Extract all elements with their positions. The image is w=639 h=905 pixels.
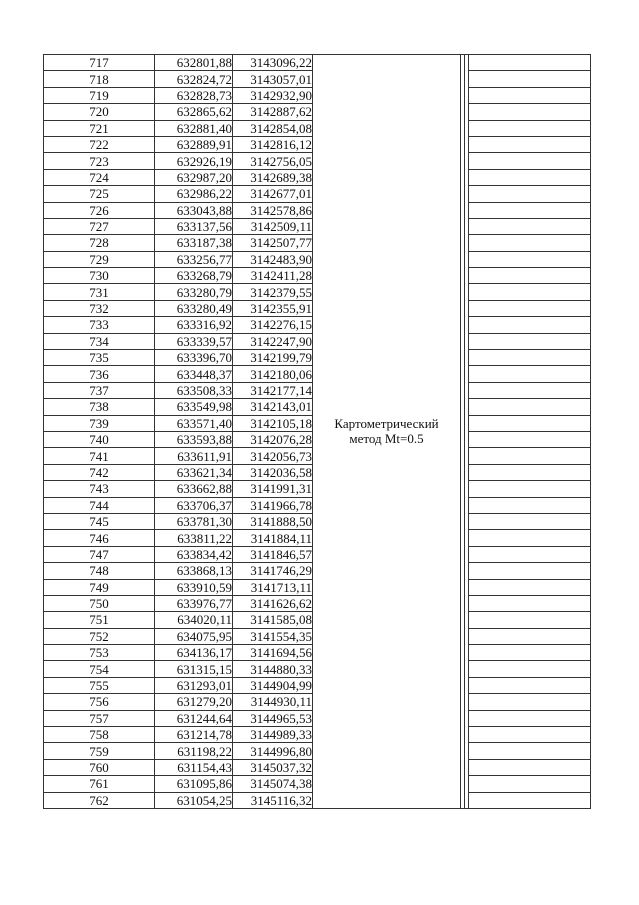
x-coordinate-cell: 633339,57 [155,333,233,349]
y-coordinate-cell: 3142887,62 [233,104,313,120]
y-coordinate-cell: 3141884,11 [233,530,313,546]
empty-cell [469,546,591,562]
point-number-cell: 749 [44,579,155,595]
x-coordinate-cell: 631293,01 [155,677,233,693]
y-coordinate-cell: 3142036,58 [233,464,313,480]
point-number-cell: 743 [44,481,155,497]
empty-cell [469,399,591,415]
table-row [44,55,591,71]
empty-cell [469,350,591,366]
empty-cell [469,333,591,349]
empty-cell [469,87,591,103]
point-number-cell: 717 [44,55,155,71]
y-coordinate-cell: 3145037,32 [233,759,313,775]
y-coordinate-cell: 3142932,90 [233,87,313,103]
x-coordinate-cell: 633811,22 [155,530,233,546]
empty-cell [469,136,591,152]
point-number-cell: 741 [44,448,155,464]
y-coordinate-cell: 3143096,22 [233,55,313,71]
empty-cell [469,284,591,300]
empty-cell [469,645,591,661]
x-coordinate-cell: 633662,88 [155,481,233,497]
empty-cell [469,513,591,529]
empty-cell [469,235,591,251]
y-coordinate-cell: 3142247,90 [233,333,313,349]
empty-cell [469,710,591,726]
y-coordinate-cell: 3142507,77 [233,235,313,251]
y-coordinate-cell: 3142816,12 [233,136,313,152]
table-body [44,55,591,809]
point-number-cell: 737 [44,382,155,398]
x-coordinate-cell: 633706,37 [155,497,233,513]
x-coordinate-cell: 633868,13 [155,563,233,579]
x-coordinate-cell: 633611,91 [155,448,233,464]
point-number-cell: 723 [44,153,155,169]
y-coordinate-cell: 3141694,56 [233,645,313,661]
point-number-cell: 735 [44,350,155,366]
x-coordinate-cell: 633256,77 [155,251,233,267]
x-coordinate-cell: 631154,43 [155,759,233,775]
y-coordinate-cell: 3143057,01 [233,71,313,87]
empty-cell [469,300,591,316]
y-coordinate-cell: 3141585,08 [233,612,313,628]
x-coordinate-cell: 633621,34 [155,464,233,480]
y-coordinate-cell: 3145116,32 [233,792,313,808]
empty-cell [469,120,591,136]
y-coordinate-cell: 3142677,01 [233,186,313,202]
empty-cell [469,563,591,579]
empty-cell [469,464,591,480]
y-coordinate-cell: 3142689,38 [233,169,313,185]
point-number-cell: 756 [44,694,155,710]
point-number-cell: 758 [44,727,155,743]
method-line-1: Картометрический [334,416,439,432]
empty-cell [469,268,591,284]
x-coordinate-cell: 632881,40 [155,120,233,136]
empty-cell [469,169,591,185]
point-number-cell: 761 [44,776,155,792]
empty-cell [469,743,591,759]
empty-cell [469,661,591,677]
y-coordinate-cell: 3142379,55 [233,284,313,300]
empty-cell [469,366,591,382]
empty-cell [469,694,591,710]
empty-cell [469,759,591,775]
point-number-cell: 757 [44,710,155,726]
x-coordinate-cell: 633280,49 [155,300,233,316]
x-coordinate-cell: 632828,73 [155,87,233,103]
point-number-cell: 718 [44,71,155,87]
y-coordinate-cell: 3141991,31 [233,481,313,497]
empty-cell [469,104,591,120]
empty-cell [469,579,591,595]
empty-cell [469,251,591,267]
empty-cell [469,530,591,546]
point-number-cell: 727 [44,218,155,234]
x-coordinate-cell: 633268,79 [155,268,233,284]
point-number-cell: 728 [44,235,155,251]
x-coordinate-cell: 633396,70 [155,350,233,366]
method-line-2: метод Mt=0.5 [349,431,424,447]
x-coordinate-cell: 632889,91 [155,136,233,152]
y-coordinate-cell: 3142411,28 [233,268,313,284]
y-coordinate-cell: 3141554,35 [233,628,313,644]
x-coordinate-cell: 633448,37 [155,366,233,382]
point-number-cell: 740 [44,431,155,447]
y-coordinate-cell: 3144904,99 [233,677,313,693]
y-coordinate-cell: 3141746,29 [233,563,313,579]
point-number-cell: 722 [44,136,155,152]
point-number-cell: 738 [44,399,155,415]
x-coordinate-cell: 632987,20 [155,169,233,185]
point-number-cell: 762 [44,792,155,808]
y-coordinate-cell: 3141846,57 [233,546,313,562]
x-coordinate-cell: 632824,72 [155,71,233,87]
point-number-cell: 754 [44,661,155,677]
y-coordinate-cell: 3142143,01 [233,399,313,415]
y-coordinate-cell: 3142180,06 [233,366,313,382]
y-coordinate-cell: 3142578,86 [233,202,313,218]
x-coordinate-cell: 631279,20 [155,694,233,710]
x-coordinate-cell: 633593,88 [155,431,233,447]
y-coordinate-cell: 3142355,91 [233,300,313,316]
empty-cell [469,448,591,464]
y-coordinate-cell: 3141626,62 [233,595,313,611]
point-number-cell: 736 [44,366,155,382]
empty-cell [469,153,591,169]
x-coordinate-cell: 631214,78 [155,727,233,743]
point-number-cell: 746 [44,530,155,546]
y-coordinate-cell: 3142056,73 [233,448,313,464]
point-number-cell: 748 [44,563,155,579]
empty-cell [469,431,591,447]
empty-cell [469,497,591,513]
point-number-cell: 753 [44,645,155,661]
y-coordinate-cell: 3144930,11 [233,694,313,710]
x-coordinate-cell: 633316,92 [155,317,233,333]
empty-cell [469,202,591,218]
x-coordinate-cell: 633043,88 [155,202,233,218]
point-number-cell: 731 [44,284,155,300]
point-number-cell: 725 [44,186,155,202]
point-number-cell: 759 [44,743,155,759]
x-coordinate-cell: 631095,86 [155,776,233,792]
empty-cell [469,628,591,644]
y-coordinate-cell: 3142854,08 [233,120,313,136]
y-coordinate-cell: 3144996,80 [233,743,313,759]
empty-cell [469,612,591,628]
empty-cell [469,382,591,398]
point-number-cell: 726 [44,202,155,218]
point-number-cell: 751 [44,612,155,628]
x-coordinate-cell: 633549,98 [155,399,233,415]
point-number-cell: 750 [44,595,155,611]
y-coordinate-cell: 3142105,18 [233,415,313,431]
x-coordinate-cell: 632801,88 [155,55,233,71]
point-number-cell: 733 [44,317,155,333]
coordinates-table [43,54,591,809]
x-coordinate-cell: 634020,11 [155,612,233,628]
x-coordinate-cell: 631198,22 [155,743,233,759]
x-coordinate-cell: 634075,95 [155,628,233,644]
point-number-cell: 734 [44,333,155,349]
y-coordinate-cell: 3142177,14 [233,382,313,398]
method-cell [313,55,461,809]
empty-cell [469,55,591,71]
x-coordinate-cell: 631054,25 [155,792,233,808]
point-number-cell: 724 [44,169,155,185]
empty-cell [469,186,591,202]
x-coordinate-cell: 634136,17 [155,645,233,661]
y-coordinate-cell: 3142076,28 [233,431,313,447]
point-number-cell: 732 [44,300,155,316]
point-number-cell: 747 [44,546,155,562]
point-number-cell: 721 [44,120,155,136]
x-coordinate-cell: 632926,19 [155,153,233,169]
y-coordinate-cell: 3142483,90 [233,251,313,267]
empty-cell [469,595,591,611]
point-number-cell: 719 [44,87,155,103]
point-number-cell: 729 [44,251,155,267]
y-coordinate-cell: 3142509,11 [233,218,313,234]
x-coordinate-cell: 633571,40 [155,415,233,431]
x-coordinate-cell: 631315,15 [155,661,233,677]
point-number-cell: 720 [44,104,155,120]
point-number-cell: 739 [44,415,155,431]
x-coordinate-cell: 633834,42 [155,546,233,562]
x-coordinate-cell: 631244,64 [155,710,233,726]
point-number-cell: 755 [44,677,155,693]
empty-cell [469,317,591,333]
y-coordinate-cell: 3144880,33 [233,661,313,677]
empty-cell [469,677,591,693]
x-coordinate-cell: 633508,33 [155,382,233,398]
y-coordinate-cell: 3141966,78 [233,497,313,513]
y-coordinate-cell: 3145074,38 [233,776,313,792]
x-coordinate-cell: 633781,30 [155,513,233,529]
empty-cell [469,415,591,431]
empty-cell [469,218,591,234]
y-coordinate-cell: 3141713,11 [233,579,313,595]
x-coordinate-cell: 633976,77 [155,595,233,611]
empty-cell [469,776,591,792]
y-coordinate-cell: 3142199,79 [233,350,313,366]
empty-cell [469,727,591,743]
point-number-cell: 760 [44,759,155,775]
empty-cell [469,792,591,808]
point-number-cell: 745 [44,513,155,529]
x-coordinate-cell: 633280,79 [155,284,233,300]
y-coordinate-cell: 3142756,05 [233,153,313,169]
point-number-cell: 742 [44,464,155,480]
point-number-cell: 744 [44,497,155,513]
point-number-cell: 730 [44,268,155,284]
x-coordinate-cell: 633187,38 [155,235,233,251]
y-coordinate-cell: 3141888,50 [233,513,313,529]
point-number-cell: 752 [44,628,155,644]
empty-cell [469,481,591,497]
empty-cell [469,71,591,87]
y-coordinate-cell: 3144989,33 [233,727,313,743]
y-coordinate-cell: 3144965,53 [233,710,313,726]
x-coordinate-cell: 633910,59 [155,579,233,595]
x-coordinate-cell: 632986,22 [155,186,233,202]
x-coordinate-cell: 632865,62 [155,104,233,120]
y-coordinate-cell: 3142276,15 [233,317,313,333]
x-coordinate-cell: 633137,56 [155,218,233,234]
